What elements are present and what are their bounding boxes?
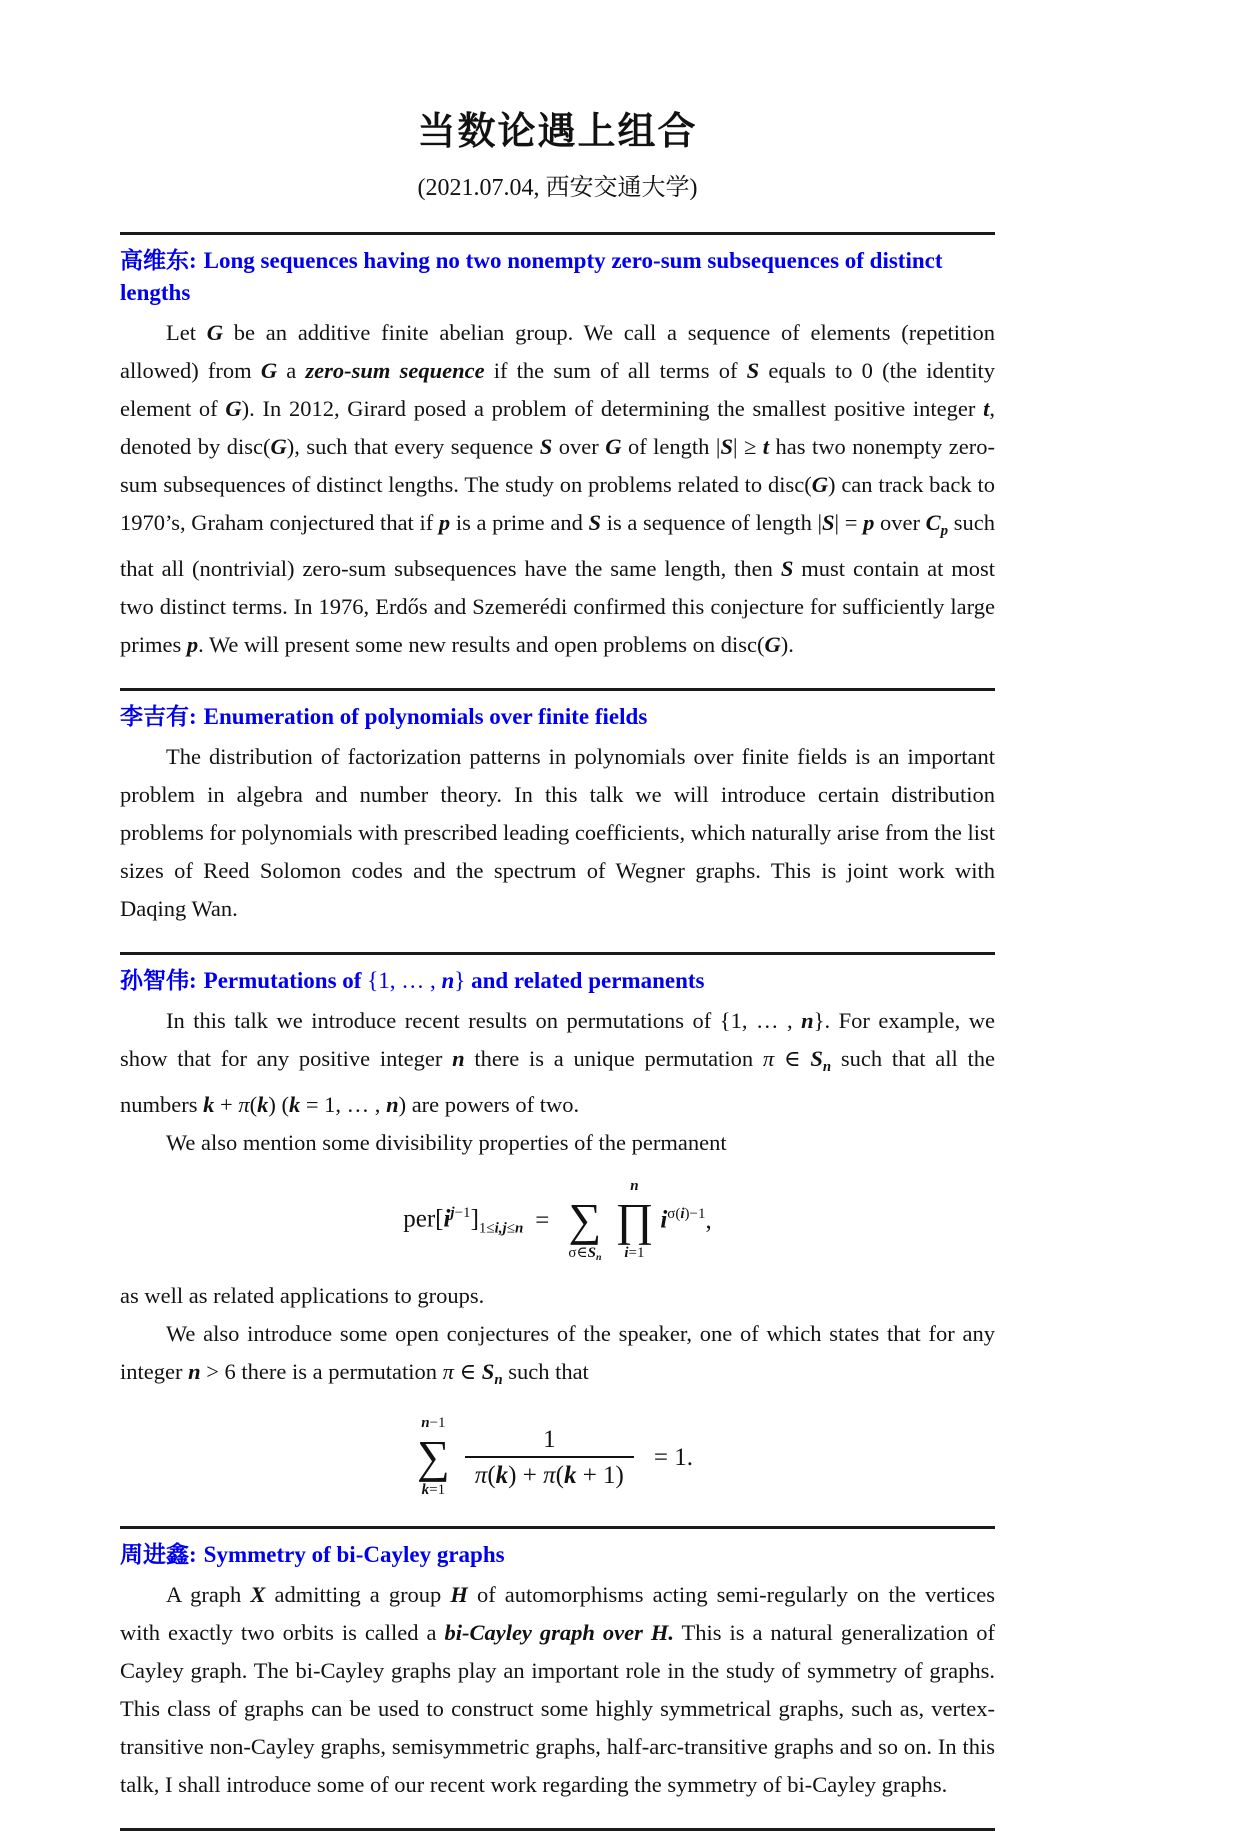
formula-lhs bbox=[403, 1204, 523, 1237]
term-base: i bbox=[660, 1206, 668, 1234]
fraction-numerator: 1 bbox=[543, 1425, 556, 1453]
formula-term bbox=[660, 1205, 705, 1235]
equals-one: = 1. bbox=[653, 1443, 693, 1471]
sigma-sum-icon: ∑ bbox=[417, 1431, 450, 1483]
section-divider bbox=[120, 952, 995, 955]
sum-upper-limit: n−1 bbox=[421, 1415, 446, 1432]
talk-heading bbox=[120, 1539, 995, 1571]
abstract-paragraph: In this talk we introduce recent results on permutations of {1, … , n}. For example, we show that for any positive integer n there is a unique permutation π ∈ $S_n$ such that all the numbers k + π(k) (k = 1, … , n) are powers of two. bbox=[120, 1007, 995, 1117]
abstract-paragraph: The distribution of factorization patterns in polynomials over finite fields is an important problem in algebra and number theory. In this talk we will introduce certain distribution problems for polynomials with prescribed leading coefficients, which naturally arise from the list sizes of Reed Solomon codes and the spectrum of Wegner graphs. This is joint work with Daqing Wan. bbox=[120, 743, 995, 921]
abstract-paragraph: A graph X admitting a group H of automorphisms acting semi-regularly on the vertices with exactly two orbits is called a bi-Cayley graph over H. This is a natural generalization of Cayley graph. The bi-Cayley graphs play an important role in the study of symmetry of graphs. This class of graphs can be used to construct some highly symmetrical graphs, such as, vertex-transitive non-Cayley graphs, semisymmetric graphs, half-arc-transitive graphs and so on. In this talk, I shall introduce some of our recent work regarding the symmetry of bi-Cayley graphs. bbox=[120, 1581, 995, 1797]
section-divider bbox=[120, 1526, 995, 1529]
sum-operator bbox=[568, 1176, 601, 1266]
trailing-comma: , bbox=[705, 1206, 712, 1234]
abstract-paragraph: We also mention some divisibility properties of the permanent bbox=[166, 1129, 727, 1155]
talk-title: Symmetry of bi-Cayley graphs bbox=[203, 1541, 505, 1567]
talk-heading bbox=[120, 245, 995, 309]
section-sun-zhiwei bbox=[120, 965, 995, 1502]
fraction-denominator: π(k) + π(k + 1) bbox=[465, 1456, 634, 1488]
section-gao-weidong bbox=[120, 245, 995, 664]
section-divider bbox=[120, 688, 995, 691]
equals-sign: = bbox=[535, 1206, 550, 1234]
formula-body bbox=[410, 1413, 705, 1502]
speaker-name: 高维东: bbox=[120, 248, 197, 273]
product-operator bbox=[615, 1176, 653, 1265]
matrix-entry-base: i bbox=[443, 1205, 451, 1233]
bracket-close: ] bbox=[470, 1205, 479, 1233]
sum-operator bbox=[417, 1413, 450, 1502]
matrix-entry-exponent: j−1 bbox=[450, 1204, 471, 1221]
permanent-formula bbox=[120, 1176, 995, 1266]
speaker-name: 李吉有: bbox=[120, 703, 197, 729]
abstract-paragraph: We also introduce some open conjectures of the speaker, one of which states that for any integer n > 6 there is a permutation π ∈ $S_n$ such that bbox=[120, 1321, 995, 1389]
product-upper-limit: n bbox=[630, 1178, 639, 1195]
product-lower-limit: i=1 bbox=[624, 1245, 645, 1262]
section-divider bbox=[120, 232, 995, 235]
abstract-paragraph: Let G be an additive finite abelian group. We call a sequence of elements (repetition allowed) from G a zero-sum sequence if the sum of all terms of S equals to 0 (the identity element of G). In 2012, Girard posed a problem of determining the smallest positive integer t, denoted by disc(G), such that every sequence S over G of length |S| ≥ t has two nonempty zero-sum subsequences of distinct lengths. The study on problems related to disc(G) can track back to 1970’s, Graham conjectured that if p is a prime and S is a sequence of length |S| = p over $C_p$ such that all (nontrivial) zero-sum subsequences have the same length, then S must contain at most two distinct terms. In 1976, Erdős and Szemerédi confirmed this conjecture for sufficiently large primes p. We will present some new results and open problems on disc(G). bbox=[120, 320, 996, 657]
section-divider bbox=[120, 1828, 995, 1831]
sum-lower-limit: k=1 bbox=[421, 1482, 446, 1499]
speaker-name: 周进鑫: bbox=[120, 1541, 197, 1567]
section-li-jiyou bbox=[120, 701, 995, 928]
document-title: 当数论遇上组合 bbox=[417, 111, 698, 153]
sum-lower-limit: $\sigma\in S_n$ bbox=[568, 1244, 602, 1263]
fraction bbox=[465, 1427, 634, 1488]
speaker-name: 孙智伟: bbox=[120, 967, 197, 993]
document-subtitle: (2021.07.04, 西安交通大学) bbox=[417, 175, 698, 201]
abstract-paragraph: as well as related applications to groups. bbox=[120, 1283, 485, 1309]
harmonic-sum-formula bbox=[120, 1413, 995, 1502]
term-exponent: σ(i)−1 bbox=[667, 1206, 706, 1223]
sigma-sum-icon: ∑ bbox=[568, 1193, 602, 1245]
talk-heading bbox=[120, 701, 995, 733]
formula-body bbox=[403, 1176, 712, 1266]
talk-title: Enumeration of polynomials over finite fields bbox=[203, 703, 648, 729]
talk-title: Long sequences having no two nonempty zero-sum subsequences of distinct lengths bbox=[120, 248, 943, 305]
section-zhou-jinxin bbox=[120, 1539, 995, 1804]
talk-heading bbox=[120, 965, 995, 997]
talk-title: Permutations of {1, … , n} and related permanents bbox=[203, 967, 705, 993]
index-range: 1≤i,j≤n bbox=[478, 1220, 524, 1237]
per-operator: per[ bbox=[403, 1205, 444, 1233]
pi-product-icon: ∏ bbox=[615, 1194, 654, 1246]
